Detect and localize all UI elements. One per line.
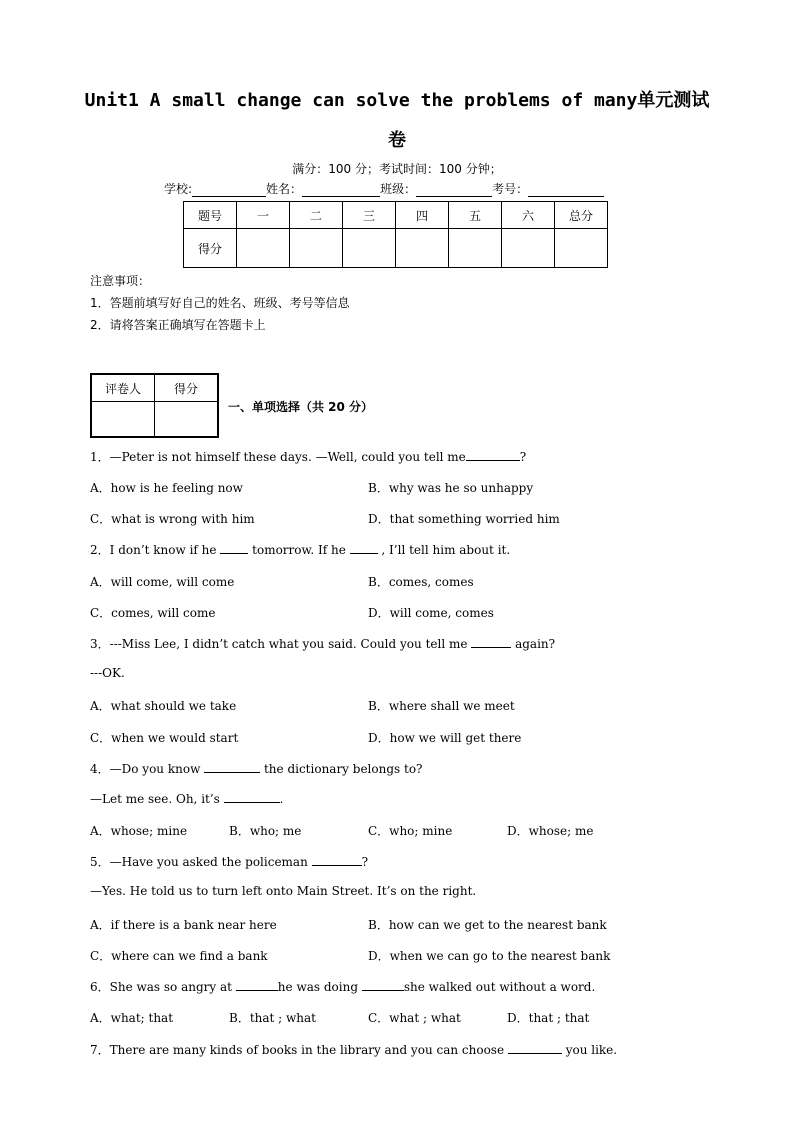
question-5 [90,853,368,870]
score-cell[interactable] [290,229,343,268]
option-b: B．who; me [229,824,302,838]
option-a: A．will come, will come [90,575,235,589]
answer-blank[interactable] [466,449,520,461]
question-text: tomorrow. If he [248,543,350,557]
answer-blank[interactable] [312,854,362,866]
score-table [183,201,608,268]
option-b: B．that ; what [229,1011,316,1025]
question-7 [90,1041,617,1058]
option-c: C．where can we find a bank [90,949,268,963]
question-text: she walked out without a word. [403,980,596,994]
question-5-reply: —Yes. He told us to turn left onto Main Street. It’s on the right. [90,884,477,898]
name-label: 姓名： [266,182,303,196]
question-text: —Let me see. Oh, it’s [90,792,224,806]
option-d: D．will come, comes [368,606,494,620]
question-text: he was doing [277,980,362,994]
score-cell[interactable] [343,229,396,268]
answer-blank[interactable] [508,1042,562,1054]
score-header-cell: 二 [290,202,343,229]
id-label: 考号： [492,182,529,196]
option-c: C．who; mine [368,824,453,838]
score-cell[interactable] [237,229,290,268]
option-d: D．when we can go to the nearest bank [368,949,611,963]
grader-score-cell[interactable] [155,402,219,438]
question-text: 7．There are many kinds of books in the library and you can choose [90,1043,508,1057]
option-d: D．that ; that [507,1011,590,1025]
answer-blank[interactable] [236,979,278,991]
answer-blank[interactable] [471,636,511,648]
question-text: 4．—Do you know [90,762,205,776]
id-field[interactable] [528,184,604,197]
question-text: you like. [561,1043,618,1057]
question-text: . [279,792,284,806]
question-6 [90,978,595,995]
option-d: D．how we will get there [368,731,522,745]
option-a: A．whose; mine [90,824,188,838]
answer-blank[interactable] [224,791,280,803]
answer-blank[interactable] [220,542,248,554]
option-a: A．what; that [90,1011,174,1025]
score-header-cell: 四 [396,202,449,229]
class-field[interactable] [416,184,492,197]
option-a: A．how is he feeling now [90,481,243,495]
page-title-continued: 卷 [388,130,406,151]
question-4 [90,760,422,777]
notes-heading: 注意事项： [90,274,151,288]
option-b: B．how can we get to the nearest bank [368,918,607,932]
grader-header: 评卷人 [91,374,155,402]
question-text: 6．She was so angry at [90,980,236,994]
question-1 [90,448,526,465]
score-header-cell: 题号 [184,202,237,229]
answer-blank[interactable] [204,761,260,773]
grader-cell[interactable] [91,402,155,438]
question-text: the dictionary belongs to? [260,762,423,776]
class-label: 班级： [380,182,417,196]
option-b: B．comes, comes [368,575,474,589]
question-text: 3．---Miss Lee, I didn’t catch what you said. Could you tell me [90,637,472,651]
question-text: , I’ll tell him about it. [377,543,511,557]
grader-table [90,373,219,438]
score-header-cell: 三 [343,202,396,229]
option-c: C．comes, will come [90,606,216,620]
question-text: 5．—Have you asked the policeman [90,855,312,869]
question-text: 1．—Peter is not himself these days. —Well, could you tell me [90,450,466,464]
answer-blank[interactable] [362,979,404,991]
score-cell[interactable] [502,229,555,268]
school-field[interactable] [192,184,266,197]
answer-blank[interactable] [350,542,378,554]
option-c: C．what is wrong with him [90,512,255,526]
school-label: 学校: [164,182,193,196]
notes-item: 1．答题前填写好自己的姓名、班级、考号等信息 [90,296,350,310]
option-a: A．what should we take [90,699,237,713]
score-header-cell: 五 [449,202,502,229]
question-text: ? [519,450,527,464]
question-text: again? [511,637,556,651]
question-3-reply: ---OK. [90,666,125,680]
question-text: ? [361,855,369,869]
score-cell[interactable] [555,229,608,268]
score-cell[interactable] [449,229,502,268]
option-d: D．whose; me [507,824,594,838]
option-c: C．what ; what [368,1011,461,1025]
page-title: Unit1 A small change can solve the problems of many单元测试 [84,90,710,111]
name-field[interactable] [302,184,380,197]
section-heading: 一、单项选择（共 20 分） [228,400,374,414]
option-c: C．when we would start [90,731,239,745]
option-b: B．why was he so unhappy [368,481,534,495]
exam-meta: 满分：100 分；考试时间：100 分钟； [292,162,502,176]
notes [90,270,350,336]
option-a: A．if there is a bank near here [90,918,277,932]
question-4-reply [90,791,283,806]
score-cell[interactable] [396,229,449,268]
score-row-label: 得分 [184,229,237,268]
option-d: D．that something worried him [368,512,560,526]
score-header-cell: 总分 [555,202,608,229]
score-header-cell: 一 [237,202,290,229]
student-info-row [164,180,604,197]
option-b: B．where shall we meet [368,699,515,713]
grader-score-header: 得分 [155,374,219,402]
question-3 [90,635,555,652]
score-header-cell: 六 [502,202,555,229]
notes-item: 2．请将答案正确填写在答题卡上 [90,318,266,332]
question-2 [90,541,510,558]
question-text: 2．I don’t know if he [90,543,221,557]
